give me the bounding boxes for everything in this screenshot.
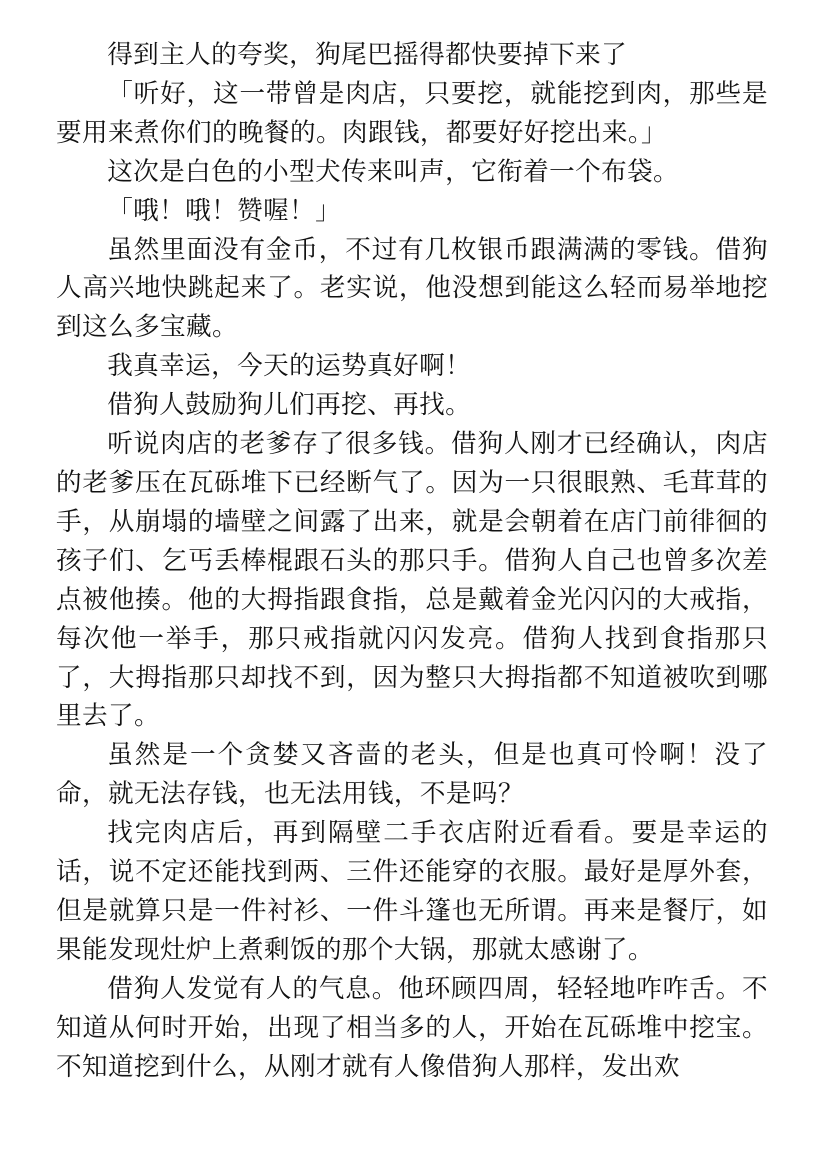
paragraph-9: 虽然是一个贪婪又吝啬的老头，但是也真可怜啊！没了命，就无法存钱，也无法用钱，不是吗？ [56,740,768,810]
paragraph-4: 「哦！哦！赞喔！」 [107,195,342,226]
book-page-text [56,36,768,1086]
paragraph-2: 「听好，这一带曾是肉店，只要挖，就能挖到肉，那些是要用来煮你们的晚餐的。肉跟钱，都要好好挖出来。」 [56,78,768,148]
paragraph-8: 听说肉店的老爹存了很多钱。借狗人刚才已经确认，肉店的老爹压在瓦砾堆下已经断气了。因为一只很眼熟、毛茸茸的手，从崩塌的墙壁之间露了出来，就是会朝着在店门前徘徊的孩子们、乞丐丢棒棍跟石头的那只手。借狗人自己也曾多次差点被他揍。他的大拇指跟食指，总是戴着金光闪闪的大戒指，每次他一举手，那只戒指就闪闪发亮。借狗人找到食指那只了，大拇指那只却找不到，因为整只大拇指都不知道被吹到哪里去了。 [56,429,768,732]
paragraph-11: 借狗人发觉有人的气息。他环顾四周，轻轻地咋咋舌。不知道从何时开始，出现了相当多的人，开始在瓦砾堆中挖宝。不知道挖到什么，从刚才就有人像借狗人那样，发出欢 [56,973,768,1082]
paragraph-10: 找完肉店后，再到隔壁二手衣店附近看看。要是幸运的话，说不定还能找到两、三件还能穿的衣服。最好是厚外套，但是就算只是一件衬衫、一件斗篷也无所谓。再来是餐厅，如果能发现灶炉上煮剩饭的那个大锅，那就太感谢了。 [56,818,768,965]
paragraph-3: 这次是白色的小型犬传来叫声，它衔着一个布袋。 [107,156,680,187]
paragraph-5: 虽然里面没有金币，不过有几枚银币跟满满的零钱。借狗人高兴地快跳起来了。老实说，他没想到能这么轻而易举地挖到这么多宝藏。 [56,234,768,343]
paragraph-7: 借狗人鼓励狗儿们再挖、再找。 [107,390,472,421]
paragraph-1: 得到主人的夸奖，狗尾巴摇得都快要掉下来了 [107,40,628,70]
paragraph-6: 我真幸运，今天的运势真好啊！ [107,351,472,382]
